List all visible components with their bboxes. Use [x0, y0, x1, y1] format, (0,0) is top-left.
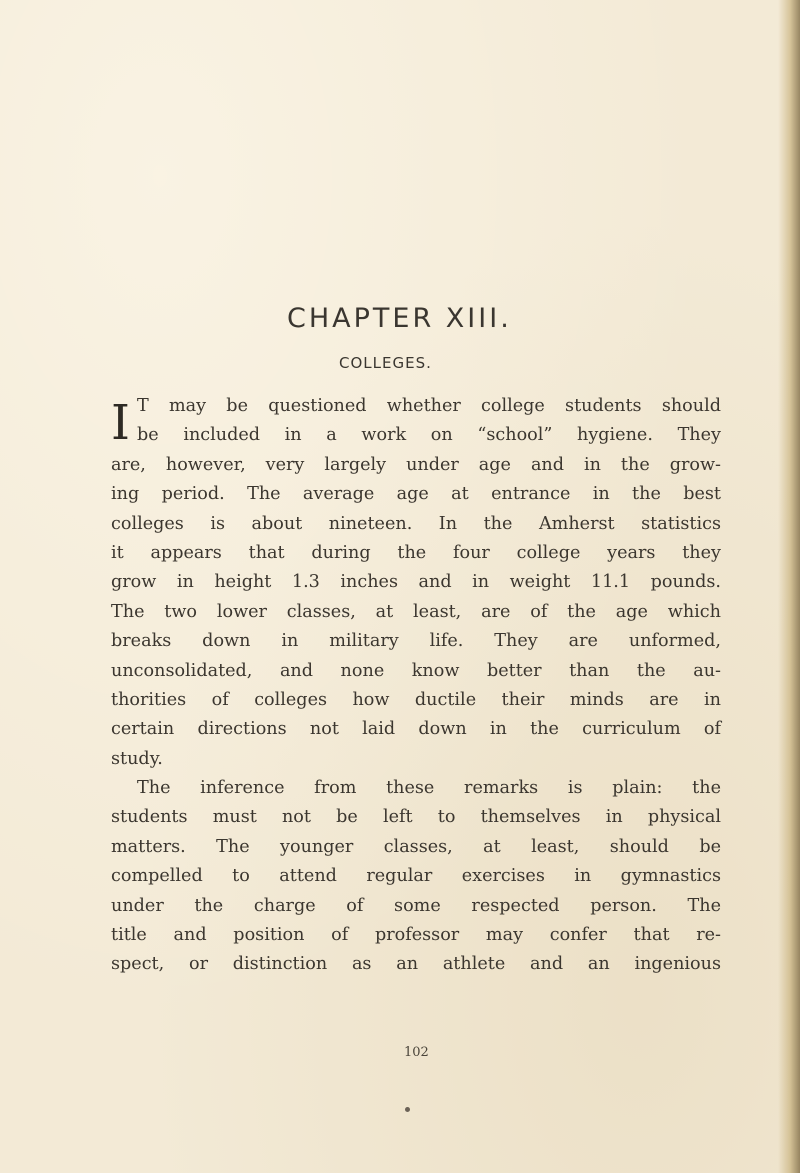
text-line: The inference from these remarks is plain: the	[137, 778, 721, 799]
text-line: T may be questioned whether college students should	[137, 396, 721, 416]
text-line: The two lower classes, at least, are of the age which	[111, 601, 721, 622]
text-line: matters. The younger classes, at least, should be	[111, 836, 721, 857]
text-line: ing period. The average age at entrance in the best	[111, 484, 721, 505]
text-line: thorities of colleges how ductile their minds are in	[111, 689, 721, 710]
text-line: breaks down in military life. They are unformed,	[111, 631, 721, 652]
text-line: title and position of professor may confer that re-	[111, 925, 721, 946]
chapter-heading: CHAPTER XIII.	[287, 303, 512, 334]
text-line: students must not be left to themselves in physical	[111, 807, 721, 828]
body-text	[111, 392, 721, 980]
text-line: grow in height 1.3 inches and in weight 11.1 pounds.	[111, 572, 721, 593]
text-line: are, however, very largely under age and in the grow-	[111, 454, 721, 475]
page-number: 102	[404, 1045, 429, 1060]
text-line: compelled to attend regular exercises in gymnastics	[111, 866, 721, 887]
section-heading: COLLEGES.	[339, 354, 432, 372]
drop-cap: I	[111, 395, 130, 451]
page-edge-shadow	[778, 0, 800, 1173]
text-line: spect, or distinction as an athlete and an ingenious	[111, 954, 721, 975]
text-line: colleges is about nineteen. In the Amherst statistics	[111, 513, 721, 534]
text-line: unconsolidated, and none know better than the au-	[111, 660, 721, 681]
text-line: be included in a work on “school” hygiene. They	[137, 425, 721, 446]
text-line: study.	[111, 748, 163, 769]
text-line: under the charge of some respected person. The	[111, 895, 721, 916]
ink-speck	[405, 1107, 410, 1112]
text-line: certain directions not laid down in the curriculum of	[111, 719, 721, 740]
text-line: it appears that during the four college years they	[111, 542, 721, 563]
